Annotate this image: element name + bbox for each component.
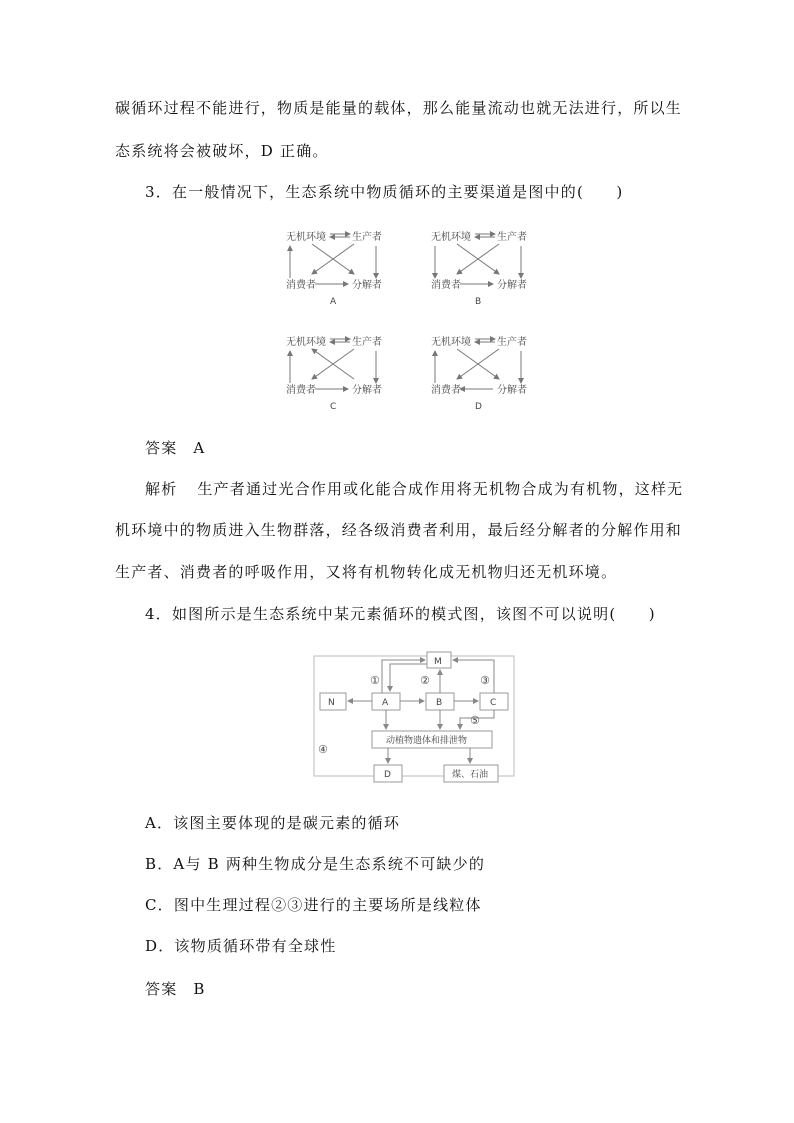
label-5: ⑤ — [470, 714, 480, 727]
panel-label: A — [330, 297, 337, 307]
node-decomposer: 分解者 — [352, 280, 382, 291]
question-3-stem: 3．在一般情况下，生态系统中物质循环的主要渠道是图中的( ) — [145, 183, 624, 201]
panel-label: C — [330, 402, 337, 412]
q3-panel-a — [286, 230, 382, 307]
node-decomposer: 分解者 — [497, 385, 527, 396]
node-producer: 生产者 — [497, 337, 527, 348]
node-producer: 生产者 — [497, 232, 527, 243]
node-env: 无机环境 — [286, 232, 326, 243]
q3-analysis-line1 — [145, 478, 683, 499]
node-d: D — [384, 770, 391, 780]
node-env: 无机环境 — [286, 337, 326, 348]
answer-label: 答案 — [145, 439, 178, 457]
q4-option-d: D．该物质循环带有全球性 — [145, 937, 337, 955]
paragraph-line: 碳循环过程不能进行，物质是能量的载体，那么能量流动也就无法进行，所以生 — [115, 99, 683, 117]
panel-label: B — [475, 297, 482, 307]
node-consumer: 消费者 — [286, 280, 316, 291]
node-a: A — [382, 698, 389, 708]
node-m: M — [434, 657, 442, 667]
node-remains: 动植物遗体和排泄物 — [386, 736, 468, 746]
node-producer: 生产者 — [352, 337, 382, 348]
q4-option-b: B．A与 B 两种生物成分是生态系统不可缺少的 — [145, 855, 486, 873]
q4-option-a: A．该图主要体现的是碳元素的循环 — [145, 814, 401, 832]
node-decomposer: 分解者 — [497, 280, 527, 291]
q3-panel-c — [286, 335, 382, 412]
node-producer: 生产者 — [352, 232, 382, 243]
q4-option-c: C．图中生理过程②③进行的主要场所是线粒体 — [145, 896, 482, 914]
analysis-label: 解析 — [145, 480, 178, 498]
q4-answer — [145, 978, 206, 999]
node-consumer: 消费者 — [286, 385, 316, 396]
node-fossil: 煤、石油 — [452, 770, 489, 780]
q3-cycle-diagrams — [270, 222, 560, 412]
paragraph-line: 态系统将会被破坏，D 正确。 — [115, 142, 329, 160]
label-3: ③ — [480, 674, 490, 687]
node-consumer: 消费者 — [431, 280, 461, 291]
question-4-stem: 4．如图所示是生态系统中某元素循环的模式图，该图不可以说明( ) — [145, 605, 656, 623]
node-env: 无机环境 — [431, 337, 471, 348]
node-b: B — [436, 698, 443, 708]
analysis-text: 生产者通过光合作用或化能合成作用将无机物合成为有机物，这样无 — [197, 480, 684, 498]
label-2: ② — [420, 674, 430, 687]
node-consumer: 消费者 — [431, 385, 461, 396]
node-n: N — [328, 698, 335, 708]
q3-panel-d — [431, 335, 527, 412]
q3-analysis-line2: 机环境中的物质进入生物群落，经各级消费者利用，最后经分解者的分解作用和 — [115, 521, 683, 539]
node-env: 无机环境 — [431, 232, 471, 243]
node-c: C — [490, 698, 497, 708]
q3-answer — [145, 437, 205, 458]
label-4: ④ — [318, 743, 328, 756]
q3-analysis-line3: 生产者、消费者的呼吸作用，又将有机物转化成无机物归还无机环境。 — [115, 563, 618, 581]
answer-value: A — [193, 439, 206, 457]
panel-label: D — [475, 402, 482, 412]
label-1: ① — [370, 674, 380, 687]
node-decomposer: 分解者 — [352, 385, 382, 396]
q4-element-cycle-diagram — [310, 648, 520, 786]
answer-value: B — [193, 980, 206, 998]
q3-panel-b — [431, 230, 527, 307]
answer-label: 答案 — [145, 980, 178, 998]
